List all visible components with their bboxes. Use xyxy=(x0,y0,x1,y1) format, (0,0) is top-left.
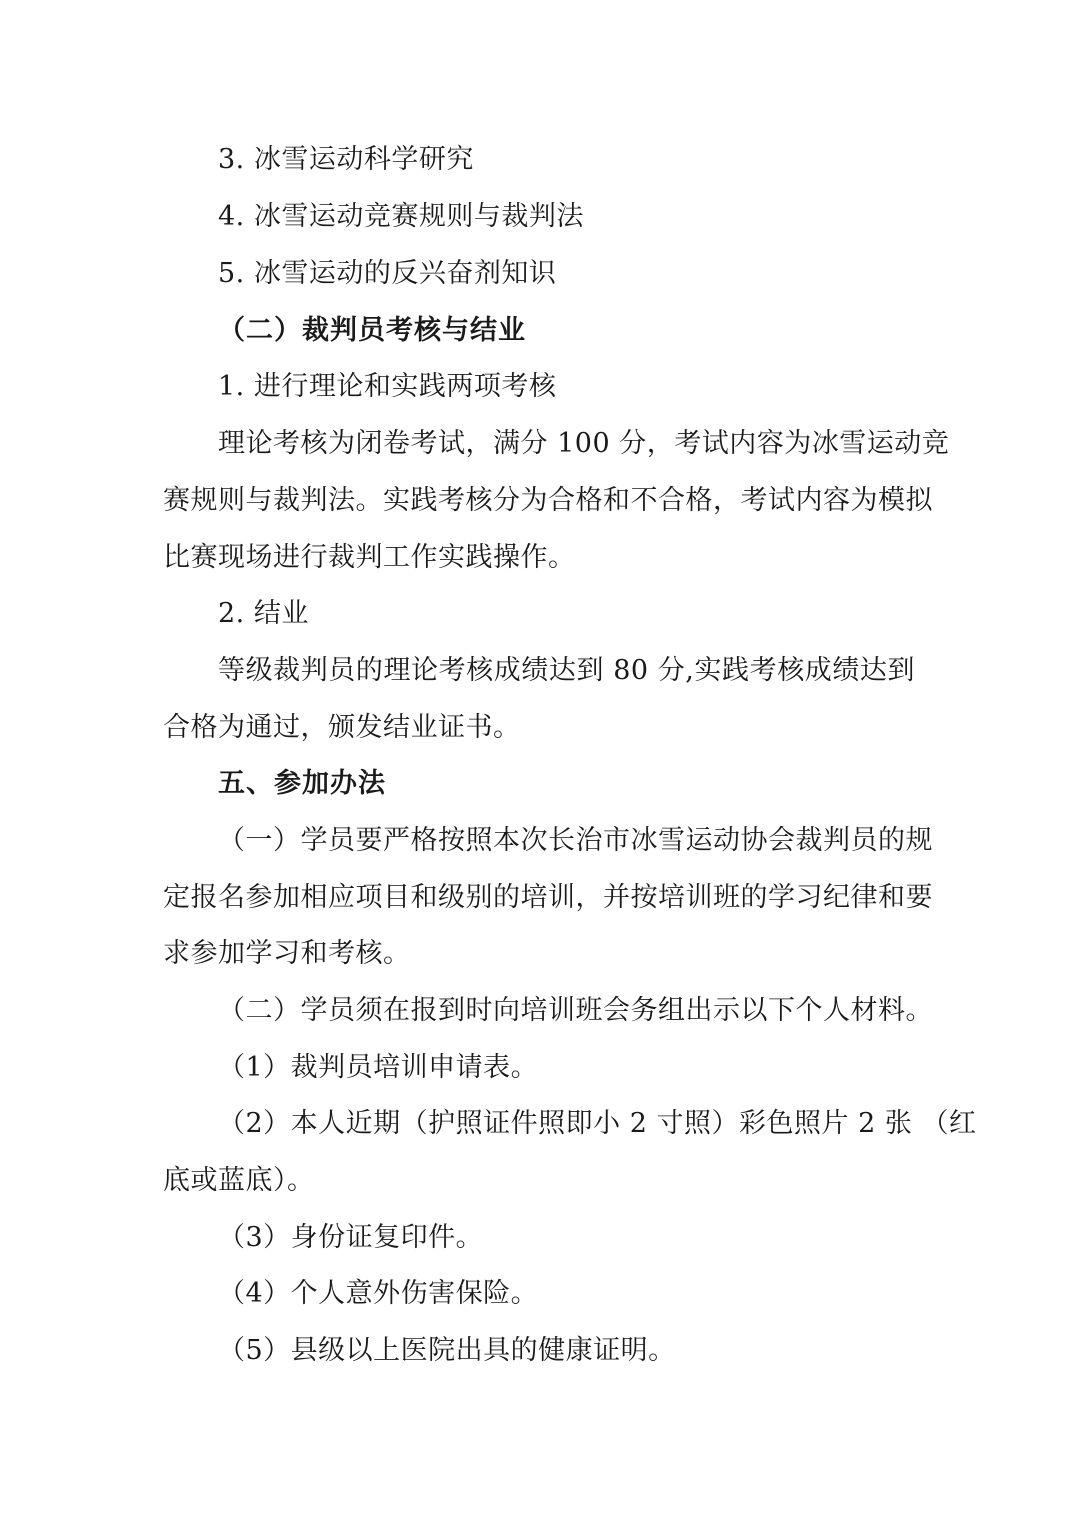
material-item-3: （3）身份证复印件。 xyxy=(218,1222,484,1253)
material-item-2: （2）本人近期（护照证件照即小 2 寸照）彩色照片 2 张 （红 xyxy=(218,1108,977,1139)
paragraph-line: 比赛现场进行裁判工作实践操作。 xyxy=(163,542,576,573)
material-item-1: （1）裁判员培训申请表。 xyxy=(218,1052,539,1083)
list-item-1: 1. 进行理论和实践两项考核 xyxy=(218,371,557,402)
paragraph-line: （二）学员须在报到时向培训班会务组出示以下个人材料。 xyxy=(218,995,933,1026)
paragraph-line: 求参加学习和考核。 xyxy=(163,938,411,969)
list-item-4: 4. 冰雪运动竞赛规则与裁判法 xyxy=(218,201,584,232)
section-heading-assessment: （二）裁判员考核与结业 xyxy=(218,315,526,346)
paragraph-line: 等级裁判员的理论考核成绩达到 80 分,实践考核成绩达到 xyxy=(218,655,915,686)
paragraph-line: 理论考核为闭卷考试，满分 100 分，考试内容为冰雪运动竞 xyxy=(218,428,950,459)
paragraph-line: （一）学员要严格按照本次长治市冰雪运动协会裁判员的规 xyxy=(218,825,933,856)
list-item-5: 5. 冰雪运动的反兴奋剂知识 xyxy=(218,258,557,289)
list-item-2: 2. 结业 xyxy=(218,598,309,629)
material-item-5: （5）县级以上医院出具的健康证明。 xyxy=(218,1335,676,1366)
paragraph-line: 底或蓝底）。 xyxy=(163,1165,315,1196)
material-item-4: （4）个人意外伤害保险。 xyxy=(218,1278,539,1309)
section-heading-participation: 五、参加办法 xyxy=(218,768,386,799)
paragraph-line: 合格为通过，颁发结业证书。 xyxy=(163,712,521,743)
paragraph-line: 赛规则与裁判法。实践考核分为合格和不合格，考试内容为模拟 xyxy=(163,485,933,516)
paragraph-line: 定报名参加相应项目和级别的培训，并按培训班的学习纪律和要 xyxy=(163,882,933,913)
list-item-3: 3. 冰雪运动科学研究 xyxy=(218,144,474,175)
